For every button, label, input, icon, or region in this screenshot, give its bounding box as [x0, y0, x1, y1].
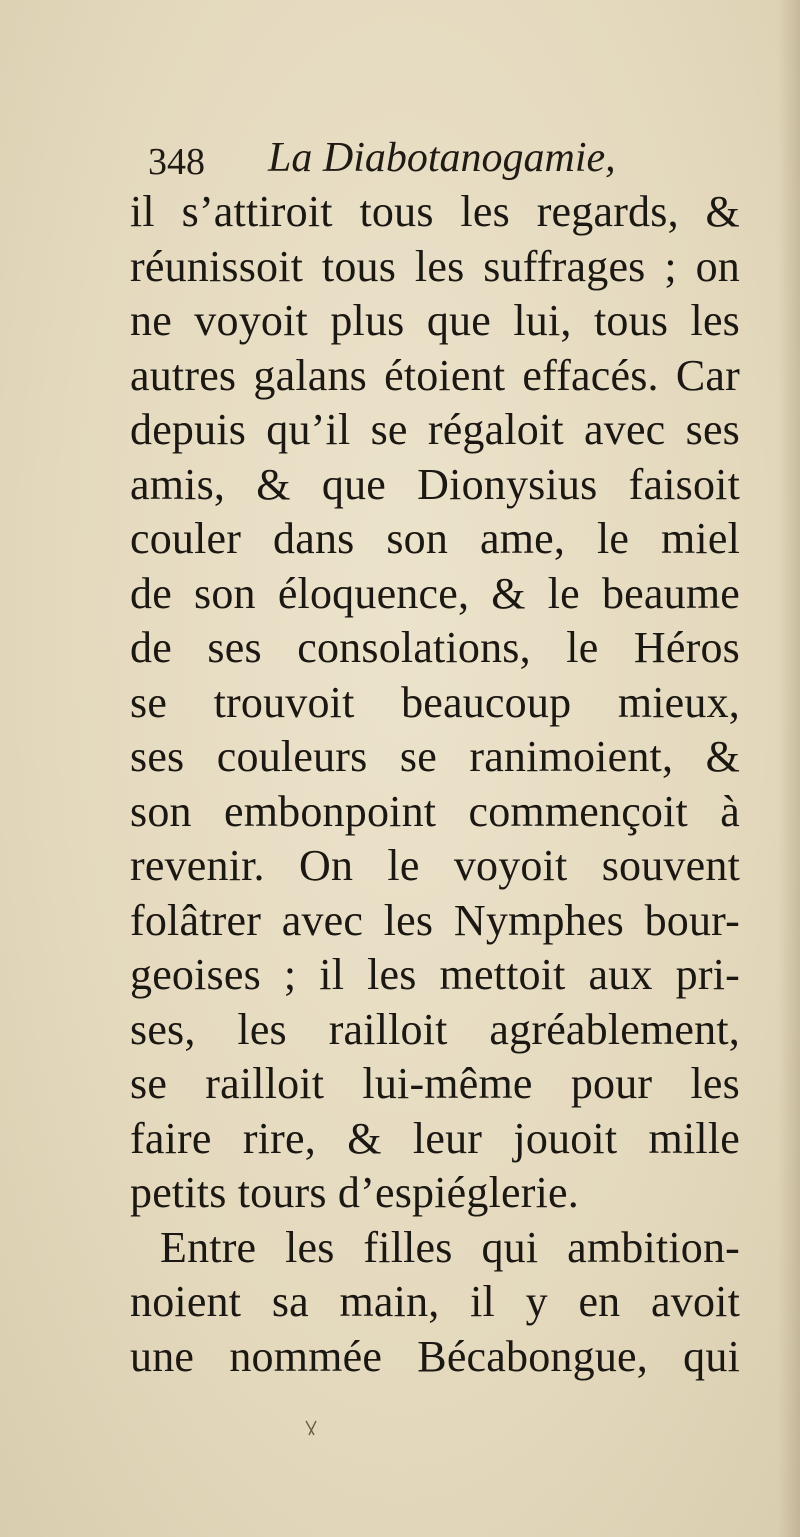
signature-mark — [300, 1418, 330, 1438]
text-line: se railloit lui-même pour les — [130, 1059, 740, 1108]
text-line: ses, les railloit agréablement, — [130, 1004, 740, 1054]
text-line: une nommée Bécabongue, qui — [130, 1331, 740, 1381]
page-edge-shadow — [778, 0, 800, 1537]
text-line: réunissoit tous les suffrages ; on — [130, 241, 740, 291]
text-line: couler dans son ame, le miel — [130, 514, 740, 563]
text-line: autres galans étoient effacés. Car — [130, 350, 740, 400]
paragraph-1 — [130, 185, 740, 1221]
page-header — [140, 130, 680, 190]
text-line: geoises ; il les mettoit aux pri- — [130, 950, 740, 999]
text-line: amis, & que Dionysius faisoit — [130, 459, 740, 509]
text-line: faire rire, & leur jouoit mille — [130, 1113, 740, 1163]
text-line: de ses consolations, le Héros — [130, 623, 740, 672]
text-line: Entre les filles qui ambition- — [160, 1222, 740, 1272]
text-line: de son éloquence, & le beaume — [130, 568, 740, 618]
text-line: son embonpoint commençoit à — [130, 786, 740, 836]
text-line: ses couleurs se ranimoient, & — [130, 732, 740, 781]
paragraph-2 — [130, 1221, 740, 1385]
text-line: revenir. On le voyoit souvent — [130, 841, 740, 890]
text-line: folâtrer avec les Nymphes bour- — [130, 895, 740, 945]
text-line: depuis qu’il se régaloit avec ses — [130, 405, 740, 454]
text-line: se trouvoit beaucoup mieux, — [130, 677, 740, 727]
text-line: il s’attiroit tous les regards, & — [130, 187, 740, 236]
page-number: 348 — [148, 141, 205, 183]
body-text — [130, 185, 740, 1384]
text-line: petits tours d’espiéglerie. — [130, 1168, 579, 1217]
text-line: ne voyoit plus que lui, tous les — [130, 296, 740, 345]
text-line: noient sa main, il y en avoit — [130, 1277, 740, 1326]
running-title: La Diabotanogamie, — [268, 135, 616, 181]
